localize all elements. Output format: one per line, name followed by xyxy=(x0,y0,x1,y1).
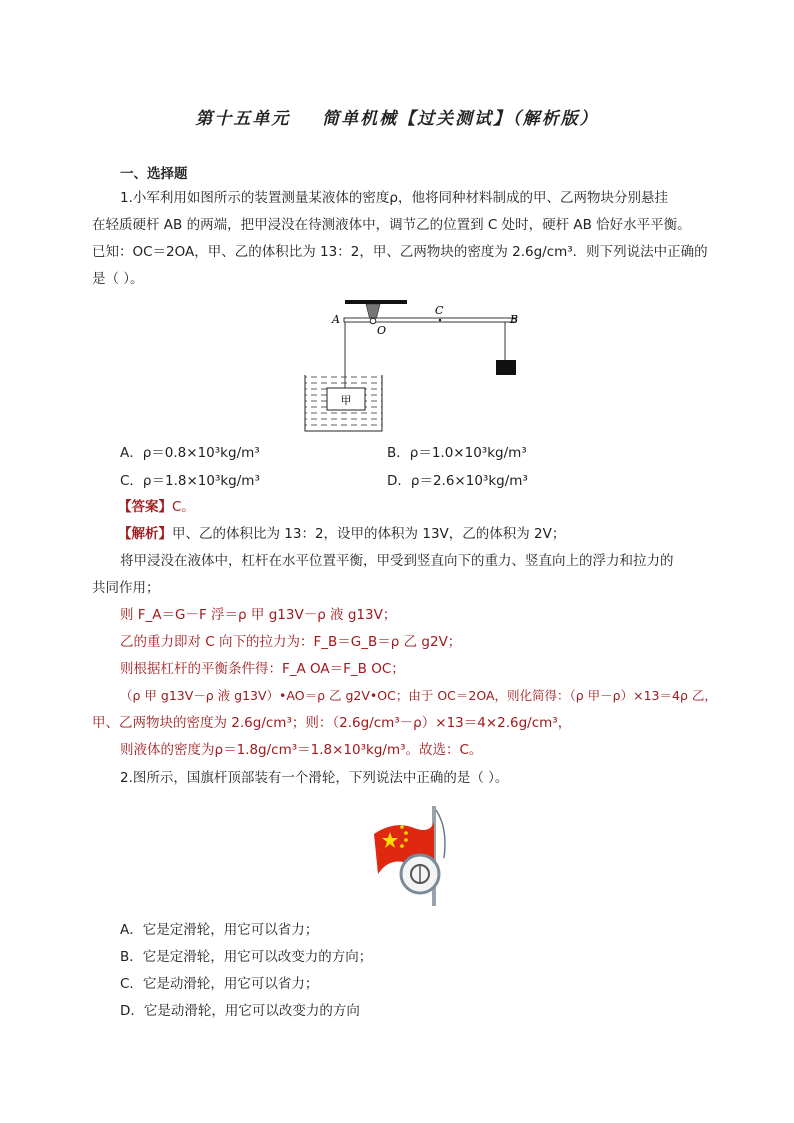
option-a[interactable]: A．ρ＝0.8×10³kg/m³ xyxy=(120,445,260,461)
flag-small-star xyxy=(404,831,408,835)
analysis-line: 则液体的密度为ρ＝1.8g/cm³＝1.8×10³kg/m³。故选：C。 xyxy=(120,742,483,758)
pivot-point xyxy=(370,318,376,324)
q1-stem-line: 是（ ）。 xyxy=(92,271,144,287)
point-c-dot xyxy=(439,319,442,322)
analysis-line: 乙的重力即对 C 向下的拉力为：F_B＝G_B＝ρ 乙 g2V； xyxy=(120,634,462,650)
rope xyxy=(436,810,445,858)
section-heading: 一、选择题 xyxy=(120,166,188,182)
analysis-line xyxy=(118,524,565,544)
label-jia: 甲 xyxy=(340,394,352,407)
flag-small-star xyxy=(404,838,408,842)
flag-small-star xyxy=(400,825,404,829)
flagpole-figure xyxy=(370,798,460,908)
block-yi xyxy=(496,360,516,375)
flag-small-star xyxy=(400,844,404,848)
analysis-line: 共同作用； xyxy=(92,580,160,596)
q2-option-c[interactable]: C．它是动滑轮，用它可以省力； xyxy=(120,976,319,992)
ceiling-plate xyxy=(345,300,407,304)
page-title: 第十五单元 简单机械【过关测试】（解析版） xyxy=(195,109,599,129)
analysis-line: 则根据杠杆的平衡条件得：F_A OA＝F_B OC； xyxy=(120,661,405,677)
answer-value: C。 xyxy=(172,499,195,515)
label-b: B xyxy=(510,313,519,326)
analysis-label: 【解析】 xyxy=(118,526,172,542)
label-a: A xyxy=(332,313,340,326)
q2-option-b[interactable]: B．它是定滑轮，用它可以改变力的方向； xyxy=(120,949,373,965)
q1-stem-line: 1.小军利用如图所示的装置测量某液体的密度ρ，他将同种材料制成的甲、乙两物块分别悬挂 xyxy=(120,190,668,206)
analysis-line: （ρ 甲 g13V－ρ 液 g13V）•AO＝ρ 乙 g2V•OC；由于 OC＝2OA，则化简得：（ρ 甲－ρ）×13＝4ρ 乙， xyxy=(120,688,717,703)
answer-line xyxy=(118,497,195,517)
q1-stem-line: 在轻质硬杆 AB 的两端，把甲浸没在待测液体中，调节乙的位置到 C 处时，硬杆 AB 恰好水平平衡。 xyxy=(92,217,691,233)
option-b[interactable]: B．ρ＝1.0×10³kg/m³ xyxy=(387,445,527,461)
q2-stem: 2.图所示，国旗杆顶部装有一个滑轮，下列说法中正确的是（ ）。 xyxy=(120,770,509,786)
answer-label: 【答案】 xyxy=(118,499,172,515)
analysis-line: 则 F_A＝G－F 浮＝ρ 甲 g13V－ρ 液 g13V； xyxy=(120,607,397,623)
label-c: C xyxy=(435,304,444,317)
lever-diagram xyxy=(300,290,530,440)
q2-option-d[interactable]: D．它是动滑轮，用它可以改变力的方向 xyxy=(120,1003,360,1019)
option-c[interactable]: C．ρ＝1.8×10³kg/m³ xyxy=(120,473,260,489)
q2-option-a[interactable]: A．它是定滑轮，用它可以省力； xyxy=(120,922,319,938)
option-d[interactable]: D．ρ＝2.6×10³kg/m³ xyxy=(387,473,528,489)
q1-stem-line: 已知：OC＝2OA，甲、乙的体积比为 13：2，甲、乙两物块的密度为 2.6g/cm³．则下列说法中正确的 xyxy=(92,244,708,260)
analysis-text: 甲、乙的体积比为 13：2，设甲的体积为 13V，乙的体积为 2V； xyxy=(172,526,566,542)
analysis-line: 甲、乙两物块的密度为 2.6g/cm³；则：（2.6g/cm³－ρ）×13＝4×2.6g/cm³， xyxy=(92,715,572,731)
analysis-line: 将甲浸没在液体中，杠杆在水平位置平衡，甲受到竖直向下的重力、竖直向上的浮力和拉力的 xyxy=(120,553,674,569)
label-o: O xyxy=(377,324,387,337)
